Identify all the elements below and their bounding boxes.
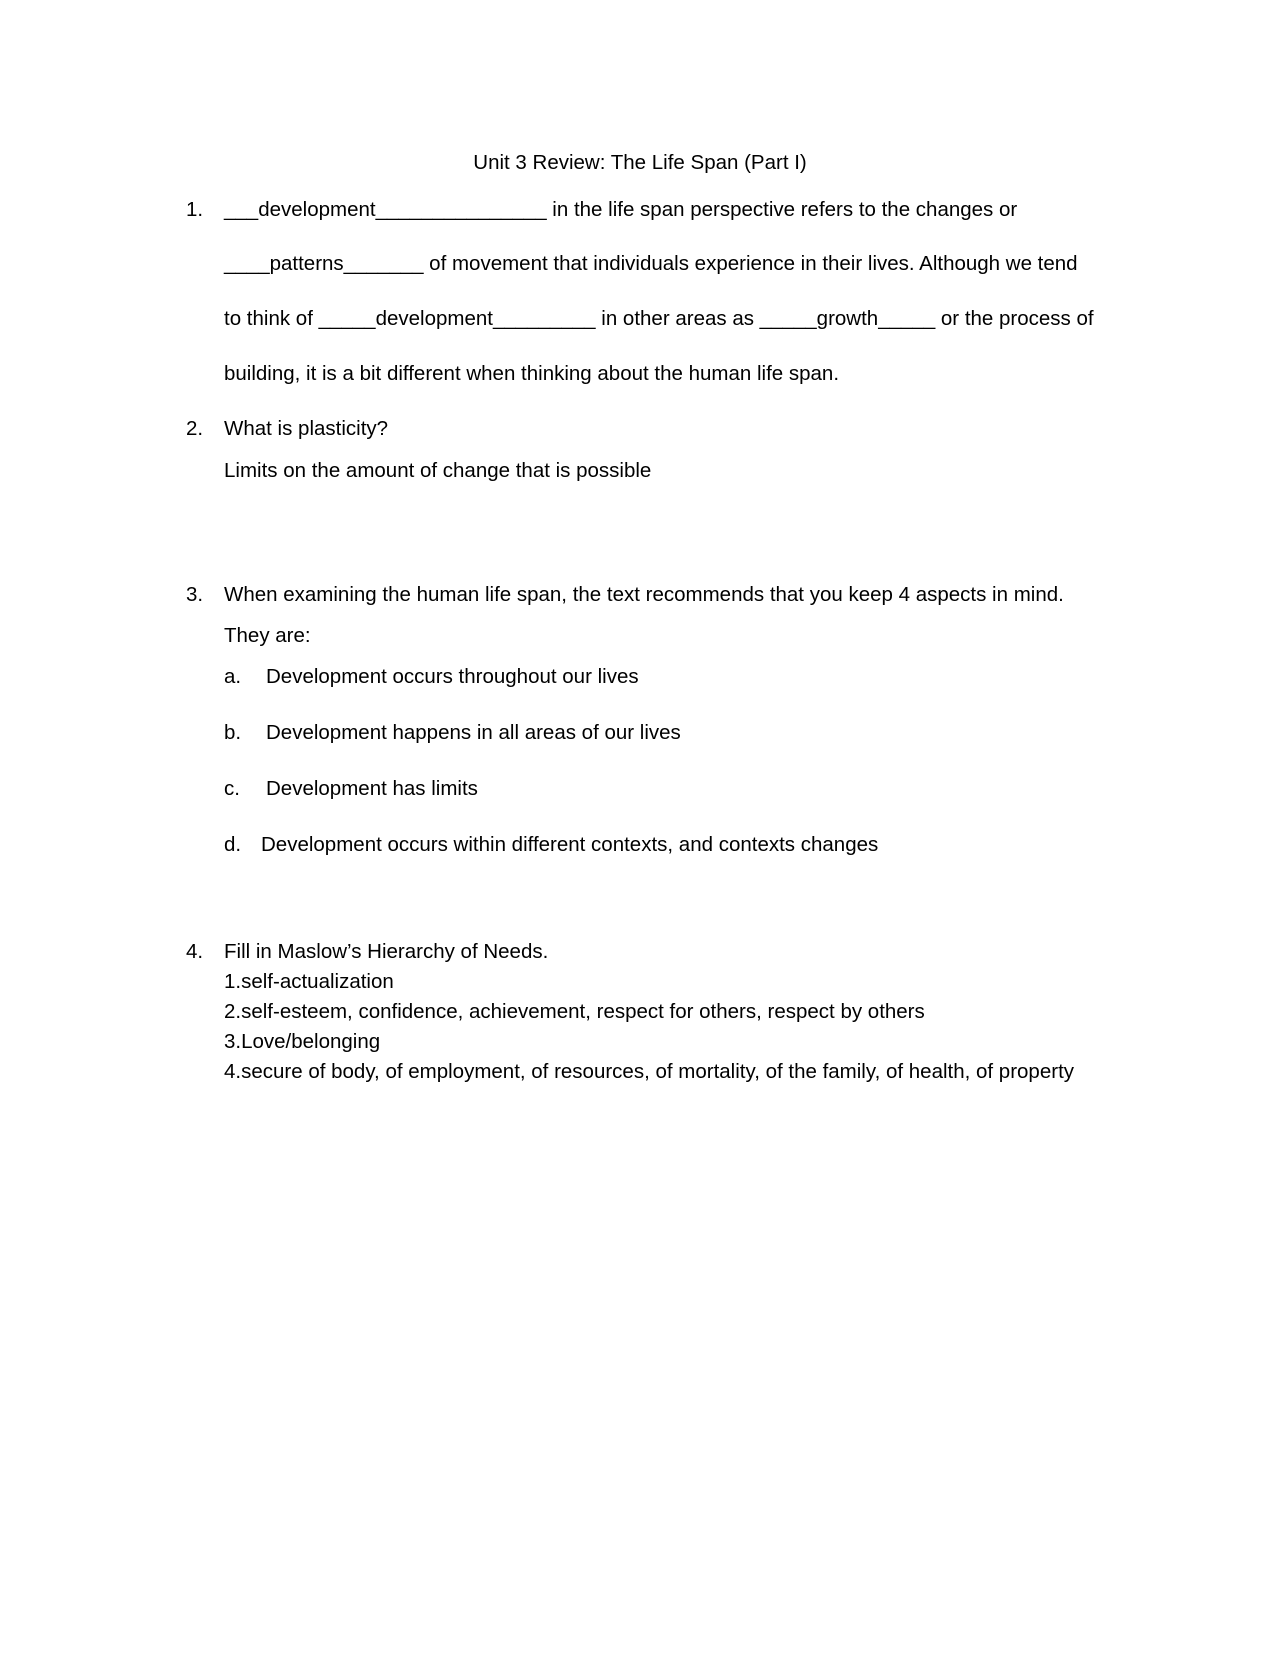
list-item: Development has limits xyxy=(266,777,478,800)
question-2-number: 2. xyxy=(186,417,204,440)
list-item: Development happens in all areas of our lives xyxy=(266,721,681,744)
question-4-answer-4: 4.secure of body, of employment, of resources, of mortality, of the family, of health, of property xyxy=(224,1060,1075,1083)
question-4-text: Fill in Maslow’s Hierarchy of Needs. xyxy=(224,940,549,963)
question-1-line-4: building, it is a bit different when thinking about the human life span. xyxy=(224,362,840,385)
list-item-letter: a. xyxy=(224,665,242,688)
list-item-letter: d. xyxy=(224,833,242,856)
question-1-number: 1. xyxy=(186,198,204,221)
list-item: Development occurs throughout our lives xyxy=(266,665,639,688)
question-1-line-1: ___development_______________ in the life span perspective refers to the changes or xyxy=(224,198,1018,221)
question-4-number: 4. xyxy=(186,940,204,963)
list-item-letter: c. xyxy=(224,777,240,800)
question-4-answer-3: 3.Love/belonging xyxy=(224,1030,381,1053)
list-item-letter: b. xyxy=(224,721,242,744)
list-item: Development occurs within different contexts, and contexts changes xyxy=(261,833,879,856)
question-1-line-3: to think of _____development_________ in other areas as _____growth_____ or the process of xyxy=(224,307,1094,330)
question-3-number: 3. xyxy=(186,583,204,606)
question-3-text-cont: They are: xyxy=(224,624,311,647)
question-1-line-2: ____patterns_______ of movement that individuals experience in their lives. Although we tend xyxy=(224,252,1078,275)
question-4-answer-1: 1.self-actualization xyxy=(224,970,394,993)
question-2-answer: Limits on the amount of change that is possible xyxy=(224,459,652,482)
question-2-text: What is plasticity? xyxy=(224,417,389,440)
document-title: Unit 3 Review: The Life Span (Part I) xyxy=(473,151,807,174)
question-3-text: When examining the human life span, the text recommends that you keep 4 aspects in mind. xyxy=(224,583,1064,606)
question-4-answer-2: 2.self-esteem, confidence, achievement, respect for others, respect by others xyxy=(224,1000,925,1023)
